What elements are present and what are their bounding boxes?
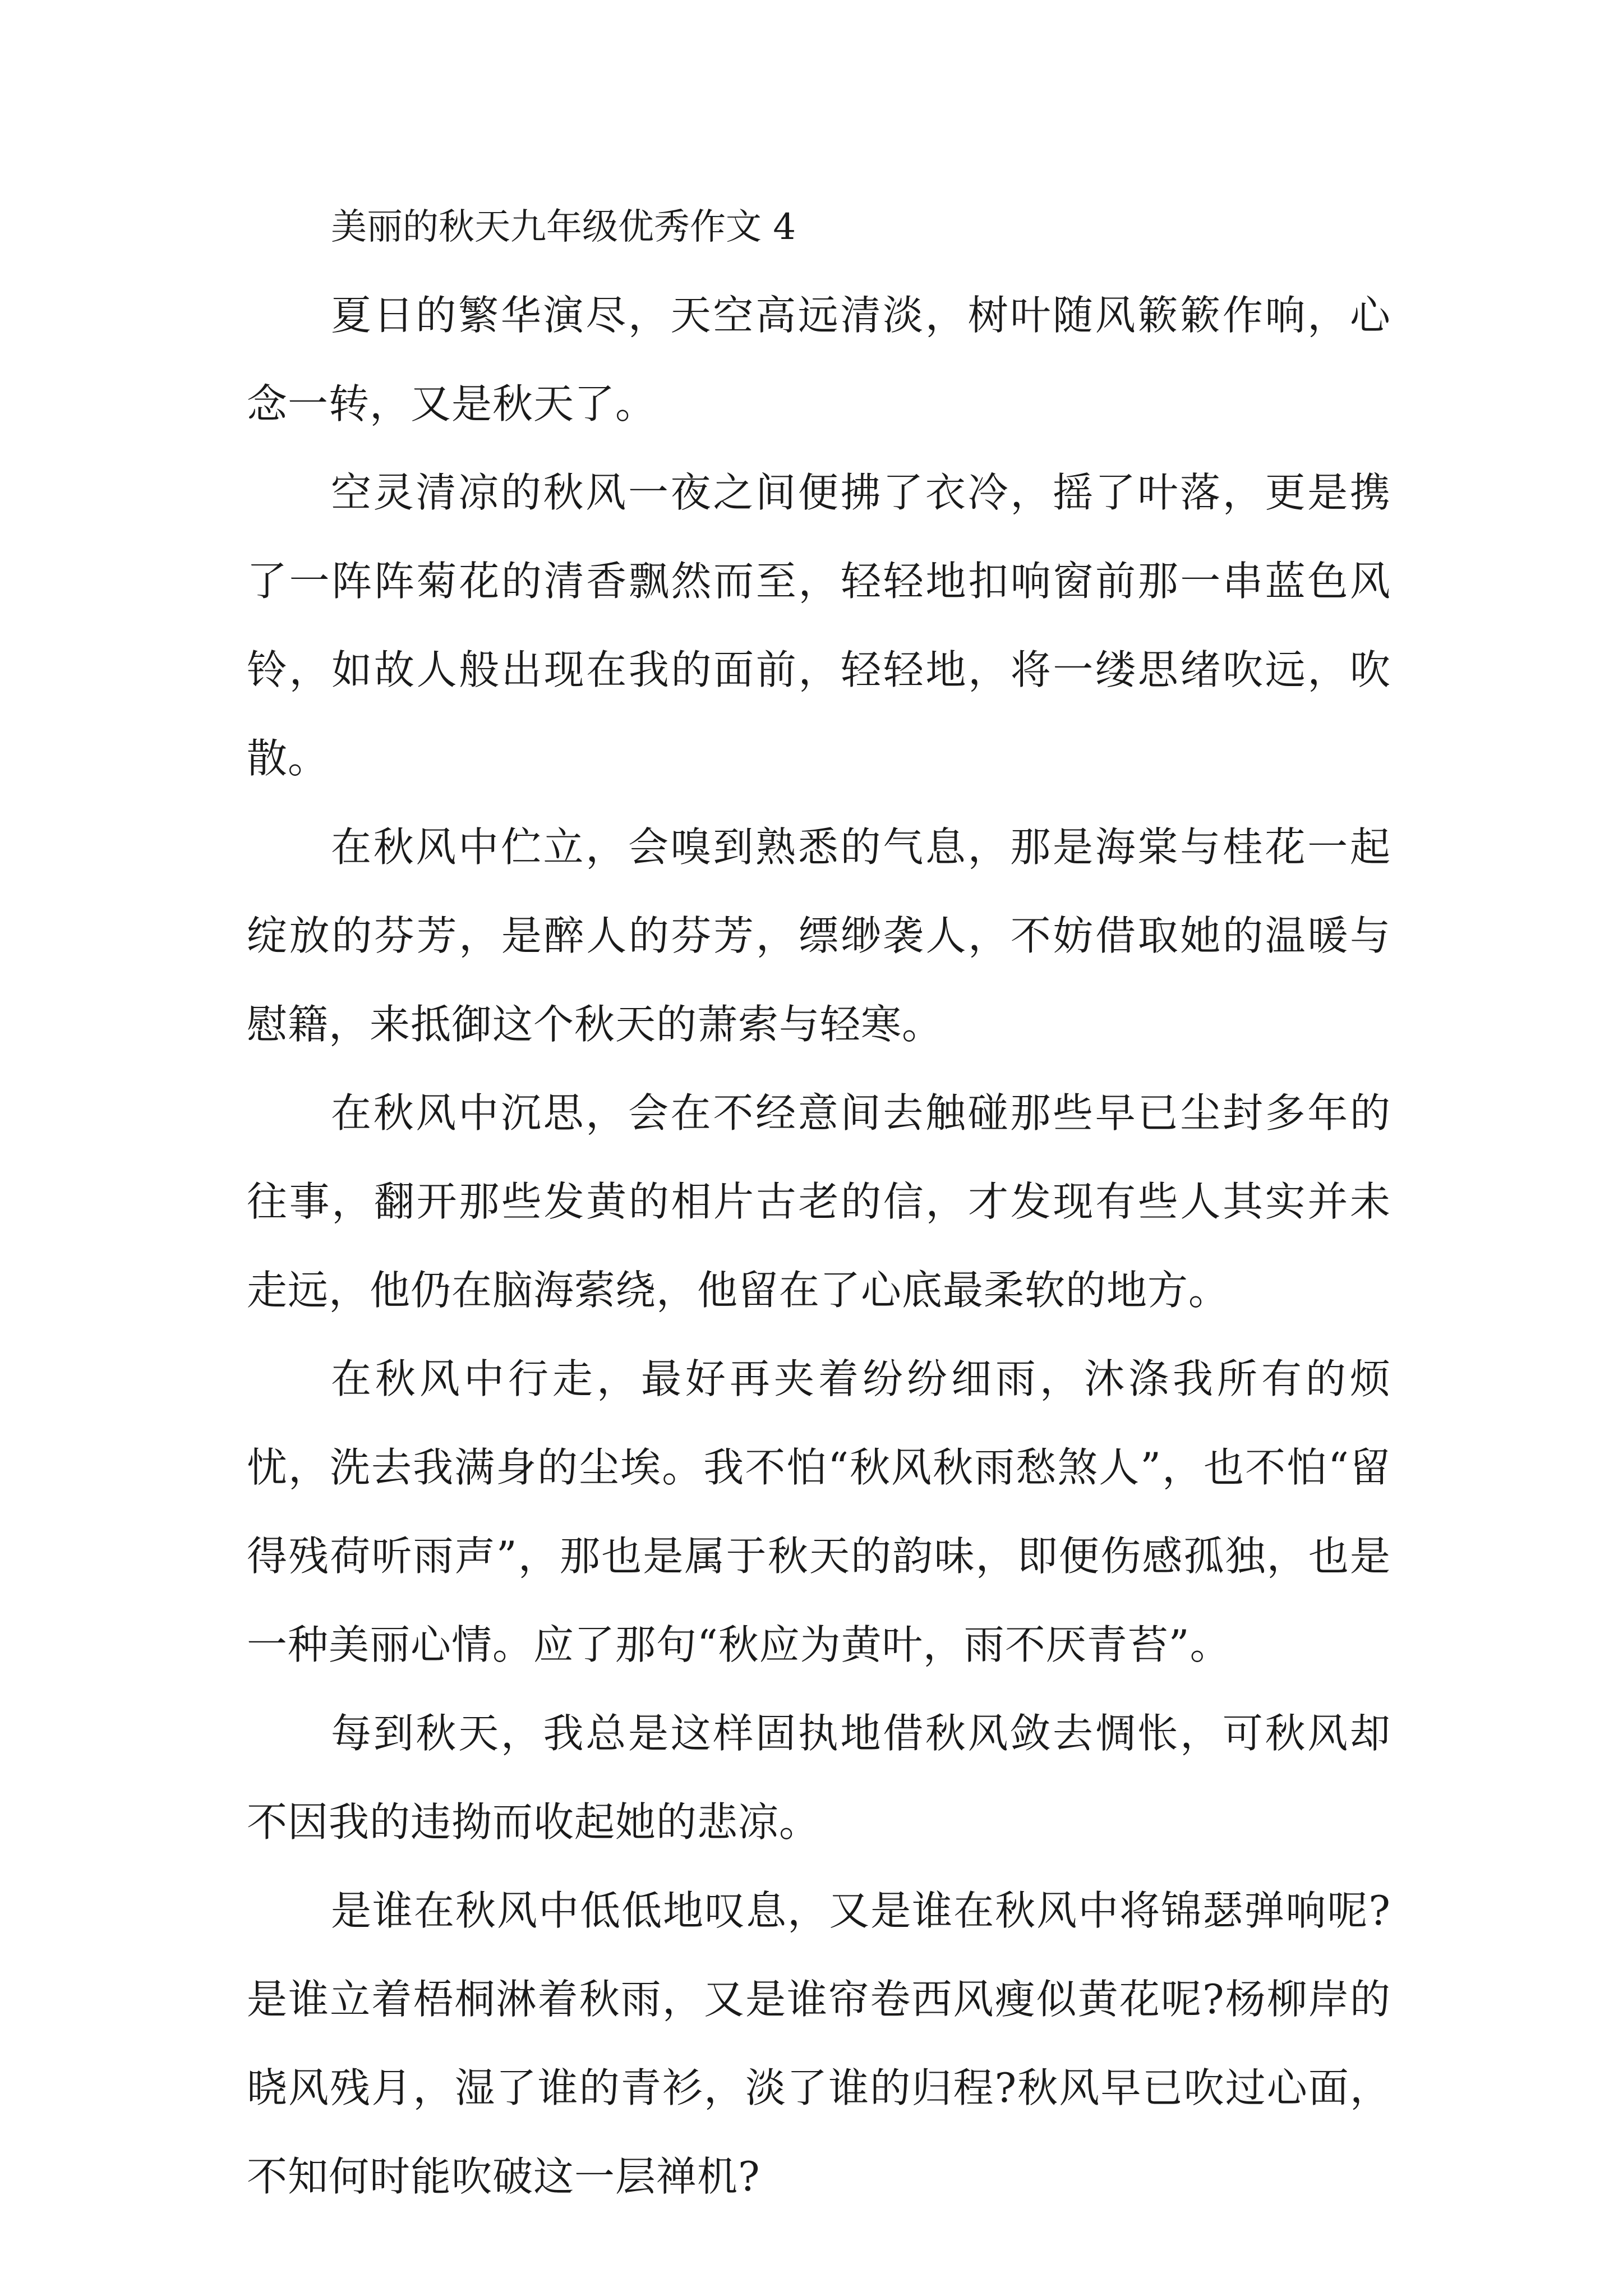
paragraph-3: 在秋风中伫立，会嗅到熟悉的气息，那是海棠与桂花一起绽放的芬芳，是醉人的芬芳，缥缈袭人，不妨借取她的温暖与慰籍，来抵御这个秋天的萧索与轻寒。 — [247, 823, 1391, 1048]
paragraph-4: 在秋风中沉思，会在不经意间去触碰那些早已尘封多年的往事，翻开那些发黄的相片古老的信，才发现有些人其实并未走远，他仍在脑海萦绕，他留在了心底最柔软的地方。 — [247, 1089, 1391, 1314]
paragraph-7: 是谁在秋风中低低地叹息，又是谁在秋风中将锦瑟弹响呢?是谁立着梧桐淋着秋雨，又是谁帘卷西风瘦似黄花呢?杨柳岸的晓风残月，湿了谁的青衫，淡了谁的归程?秋风早已吹过心面，不知何时能吹破这一层禅机? — [247, 1887, 1391, 2200]
paragraph-2: 空灵清凉的秋风一夜之间便拂了衣冷，摇了叶落，更是携了一阵阵菊花的清香飘然而至，轻轻地扣响窗前那一串蓝色风铃，如故人般出现在我的面前，轻轻地，将一缕思绪吹远，吹散。 — [247, 469, 1391, 782]
document-title: 美丽的秋天九年级优秀作文 4 — [331, 206, 796, 248]
paragraph-5: 在秋风中行走，最好再夹着纷纷细雨，沐涤我所有的烦忧，洗去我满身的尘埃。我不怕“秋风秋雨愁煞人”，也不怕“留得残荷听雨声”，那也是属于秋天的韵味，即便伤感孤独，也是一种美丽心情。应了那句“秋应为黄叶，雨不厌青苔”。 — [247, 1355, 1391, 1668]
paragraph-6: 每到秋天，我总是这样固执地借秋风敛去惆怅，可秋风却不因我的违拗而收起她的悲凉。 — [247, 1710, 1391, 1846]
paragraph-1: 夏日的繁华演尽，天空高远清淡，树叶随风簌簌作响，心念一转，又是秋天了。 — [247, 292, 1391, 427]
document-body — [247, 205, 1391, 2221]
